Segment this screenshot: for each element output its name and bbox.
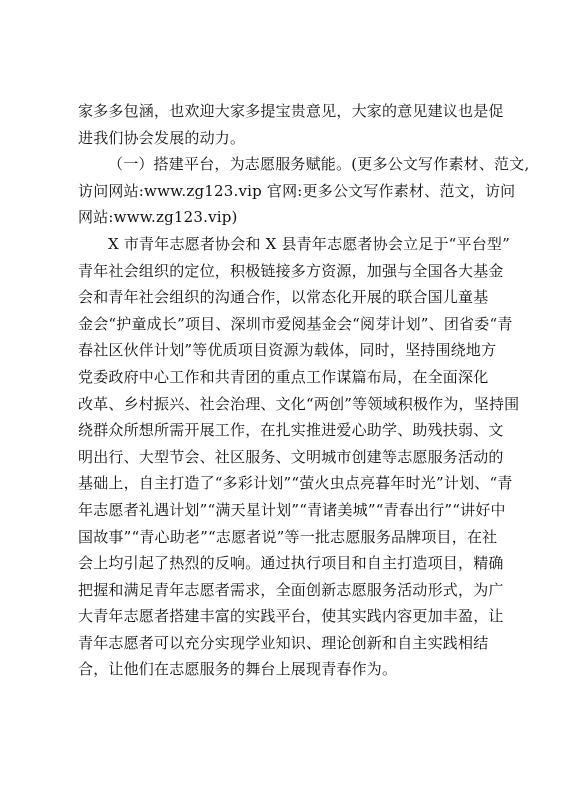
body-text bbox=[78, 98, 530, 683]
text-line: 青年志愿者可以充分实现学业知识、理论创新和自主实践相结 bbox=[78, 633, 489, 652]
text-line: 金会“护童成长”项目、深圳市爱阅基金会“阅芽计划”、团省委“青 bbox=[78, 314, 513, 333]
text-line: 基础上，自主打造了“多彩计划”“萤火虫点亮暮年时光”计划、“青 bbox=[78, 474, 513, 493]
text-line: 年志愿者礼遇计划”“满天星计划”“青诸美城”“青春出行”“讲好中 bbox=[78, 500, 506, 519]
text-line: 把握和满足青年志愿者需求，全面创新志愿服务活动形式，为广 bbox=[78, 580, 504, 599]
text-line: 党委政府中心工作和共青团的重点工作谋篇布局，在全面深化 bbox=[78, 367, 489, 386]
section-heading-line: （一）搭建平台，为志愿服务赋能。(更多公文写作素材、范文, bbox=[108, 155, 530, 174]
paragraph-first-line: X 市青年志愿者协会和 X 县青年志愿者协会立足于“平台型” bbox=[108, 234, 511, 253]
text-line: 会和青年社会组织的沟通合作，以常态化开展的联合国儿童基 bbox=[78, 288, 489, 307]
text-line: 国故事”“青心助老”“志愿者说”等一批志愿服务品牌项目，在社 bbox=[78, 527, 498, 546]
text-line: 改革、乡村振兴、社会治理、文化“两创”等领域积极作为，坚持围 bbox=[78, 394, 520, 413]
text-line: 明出行、大型节会、社区服务、文明城市创建等志愿服务活动的 bbox=[78, 447, 504, 466]
text-line: 春社区伙伴计划”等优质项目资源为载体，同时，坚持围绕地方 bbox=[78, 341, 497, 360]
text-line: 绕群众所想所需开展工作，在扎实推进爱心助学、助残扶弱、文 bbox=[78, 421, 504, 440]
text-line: 青年社会组织的定位，积极链接多方资源，加强与全国各大基金 bbox=[78, 261, 504, 280]
text-line: 合，让他们在志愿服务的舞台上展现青春作为。 bbox=[78, 660, 398, 679]
text-line: 进我们协会发展的动力。 bbox=[78, 128, 246, 147]
text-line: 大青年志愿者搭建丰富的实践平台，使其实践内容更加丰盈，让 bbox=[78, 607, 504, 626]
text-line: 访问网站:www.zg123.vip 官网:更多公文写作素材、范文，访问 bbox=[78, 181, 516, 200]
text-line: 会上均引起了热烈的反响。通过执行项目和自主打造项目，精确 bbox=[78, 554, 504, 573]
text-line: 家多多包涵，也欢迎大家多提宝贵意见，大家的意见建议也是促 bbox=[78, 102, 504, 120]
text-line: 网站:www.zg123.vip) bbox=[78, 208, 238, 227]
